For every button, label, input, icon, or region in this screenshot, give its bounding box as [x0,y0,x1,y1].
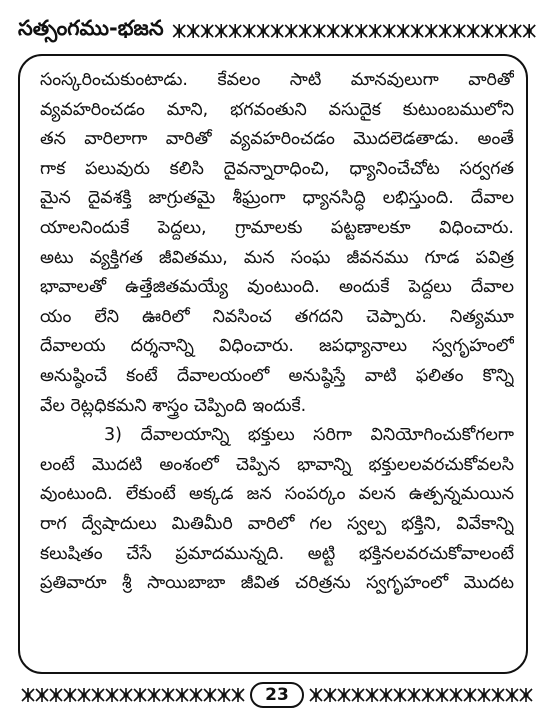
text-line: భావాలతో ఉత్తేజితమయ్యే వుంటుంది. అందుకే పెద్దలు దేవాల [40,277,514,298]
text-line: వ్యవహరించడం మాని, భగవంతుని వసుదైక కుటుంబములోని [40,99,514,120]
ornament-motif [22,688,34,702]
ornament-motif [92,688,104,702]
ornament-motif [327,24,339,38]
ornament-motif [218,688,230,702]
body-text [40,66,514,599]
ornament-motif [78,688,90,702]
ornament-motif [299,24,311,38]
ornament-motif [369,24,381,38]
text-line: రాగ ద్వేషాదులు మితిమీరి వారిలో గల స్వల్ప భక్తిని, వివేకాన్ని [40,513,514,534]
ornament-motif [506,688,518,702]
text-line: 3) దేవాలయాన్ని భక్తులు సరిగా వినియోగించుకోగలగా [104,425,514,446]
ornament-motif [450,688,462,702]
text-line: యాలనిందుకే పెద్దలు, గ్రామాలకు పట్టణాలకూ విధించారు. [40,217,514,238]
ornament-motif [204,688,216,702]
ornament-motif [162,688,174,702]
ornament-motif [453,24,465,38]
page-header [18,14,536,48]
ornament-motif [520,688,532,702]
text-line: ప్రతివారూ శ్రీ సాయిబాబా జీవిత చరిత్రను స్వగృహంలో మొదట [40,573,514,594]
ornament-motif [411,24,423,38]
ornament-motif [148,688,160,702]
text-line: గాక పలువురు కలిసి దైవన్నారాధించి, ధ్యానించేచోట సర్వగత [40,158,514,179]
text-line: కలుషితం చేసే ప్రమాదమున్నది. అట్టి భక్తినలవరచుకోవాలంటే [40,543,514,564]
ornament-motif [257,24,269,38]
ornament-motif [383,24,395,38]
ornament-motif [215,24,227,38]
ornament-motif [341,24,353,38]
ornament-motif [310,688,322,702]
footer-ornament-left [18,686,248,704]
ornament-motif [422,688,434,702]
ornament-motif [467,24,479,38]
ornament-motif [425,24,437,38]
text-line: తన వారిలాగా వారితో వ్యవహరించడం మొదలెడతాడు. అంతే [40,129,514,150]
ornament-motif [509,24,521,38]
text-line: దేవాలయ దర్శనాన్ని విధించారు. జపధ్యానాలు స్వగృహంలో [40,336,514,357]
ornament-motif [187,24,199,38]
ornament-motif [338,688,350,702]
ornament-motif [523,24,535,38]
ornament-motif [106,688,118,702]
ornament-motif [50,688,62,702]
ornament-motif [495,24,507,38]
text-line: అటు వ్యక్తిగత జీవితము, మన సంఘ జీవనము గూడ పవిత్ర [40,247,514,268]
ornament-motif [36,688,48,702]
ornament-motif [394,688,406,702]
ornament-motif [243,24,255,38]
text-line: మైన దైవశక్తి జాగ్రుతమై శీఘ్రంగా ధ్యానసిద్ధి లభిస్తుంది. దేవాల [40,188,514,209]
header-ornament-border [172,22,536,40]
text-line: లంటే మొదటి అంశంలో చెప్పిన భావాన్ని భక్తులలవరచుకోవలసి [40,454,514,475]
ornament-motif [285,24,297,38]
page-footer [18,680,536,710]
ornament-motif [201,24,213,38]
ornament-motif [352,688,364,702]
ornament-motif [478,688,490,702]
ornament-motif [355,24,367,38]
text-line: వుంటుంది. లేకుంటే అక్కడ జన సంపర్కం వలన ఉత్పన్నమయిన [40,484,514,505]
text-line: వేల రెట్లధికమని శాస్త్రం చెప్పింది ఇందుకే. [40,395,307,416]
text-line: యం లేని ఊరిలో నివసించ తగదని చెప్పారు. నిత్యమూ [40,306,514,327]
ornament-motif [176,688,188,702]
footer-ornament-right [306,686,536,704]
ornament-motif [120,688,132,702]
ornament-motif [397,24,409,38]
ornament-motif [134,688,146,702]
ornament-motif [464,688,476,702]
ornament-motif [232,688,244,702]
ornament-motif [271,24,283,38]
ornament-motif [380,688,392,702]
ornament-motif [190,688,202,702]
ornament-motif [313,24,325,38]
text-line: అనుష్ఠించే కంటే దేవాలయంలో అనుష్ఠిస్తే వాటి ఫలితం కొన్ని [40,365,514,386]
ornament-motif [492,688,504,702]
text-line: సంస్కరించుకుంటాడు. కేవలం సాటి మానవులుగా వారితో [40,70,514,90]
ornament-motif [324,688,336,702]
ornament-motif [366,688,378,702]
ornament-motif [439,24,451,38]
ornament-motif [173,24,185,38]
page-title: సత్సంగము-భజన [18,16,164,40]
page-number: 23 [250,682,304,708]
ornament-motif [229,24,241,38]
ornament-motif [64,688,76,702]
ornament-motif [481,24,493,38]
ornament-motif [436,688,448,702]
ornament-motif [408,688,420,702]
